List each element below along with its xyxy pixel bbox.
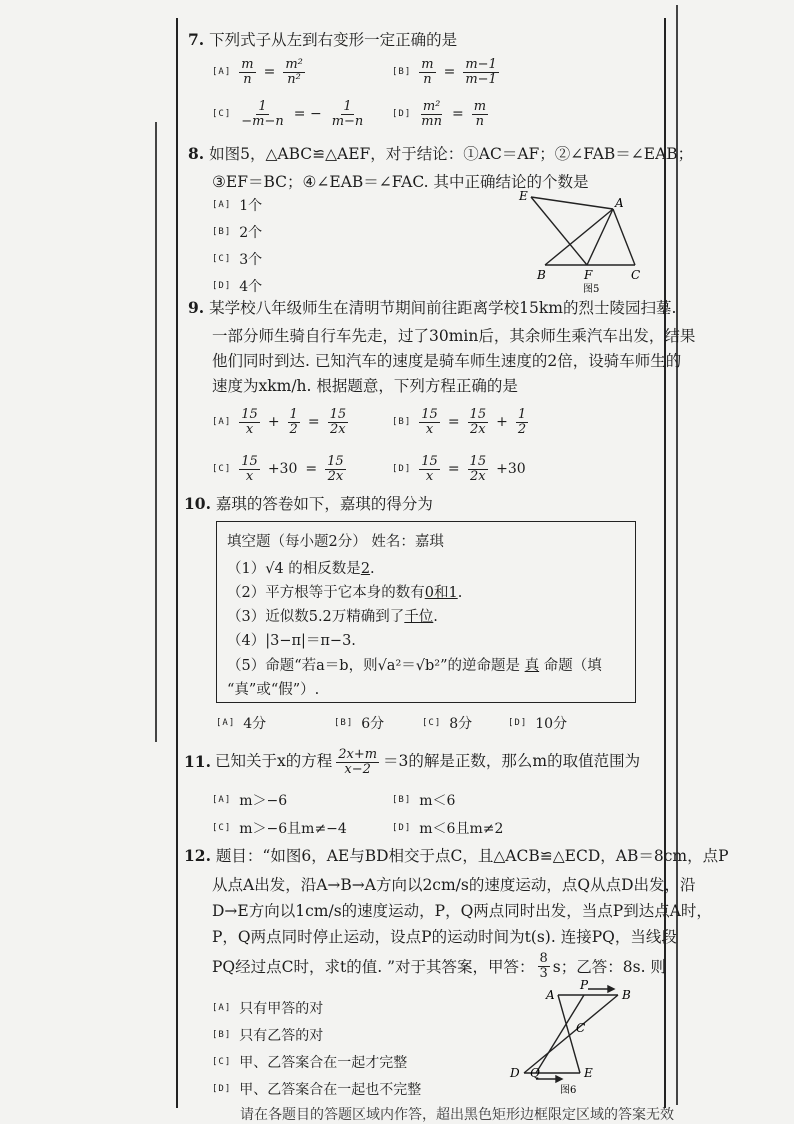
question-12-stem-line3: D→E方向以1cm/s的速度运动，P，Q两点同时出发，当点P到达点A时， [212, 902, 712, 920]
question-9-stem-line3: 他们同时到达. 已知汽车的速度是骑车师生速度的2倍，设骑车师生的 [212, 352, 682, 370]
fig6-label-a: A [546, 988, 555, 1002]
q10-option-b[interactable]: [B] 6分 [334, 716, 385, 732]
q11-option-a[interactable]: [A] m＞−6 [212, 793, 288, 809]
fig5-label-f: F [584, 268, 593, 282]
question-7-stem: 7. 下列式子从左到右变形一定正确的是 [188, 30, 458, 49]
q11-option-b[interactable]: [B] m＜6 [392, 793, 456, 809]
q7-option-b[interactable]: [B] $\frac{m}{n}$ = $\frac{m-1}{m-1}$ [392, 57, 497, 87]
answer-box-line-6: “真”或“假”）. [227, 682, 320, 698]
fig5-label-b: B [537, 268, 546, 282]
q8-option-c[interactable]: [C] 3个 [212, 252, 263, 268]
q10-option-c[interactable]: [C] 8分 [422, 716, 473, 732]
fig5-caption: 图5 [583, 284, 600, 295]
answer-box-line-1: （1）√4 的相反数是2. [227, 561, 375, 577]
q10-option-d[interactable]: [D] 10分 [508, 716, 568, 732]
question-11-stem: 11. 已知关于x的方程 $\frac{2x+m}{x-2}$ ＝3的解是正数，那么m的取值范围为 [184, 747, 641, 777]
q7-option-d[interactable]: [D] $\frac{\text{m²}}{mn}$ = $\frac{m}{n}$ [392, 99, 487, 129]
answer-box-line-4: （4）|3−π|＝π−3. [227, 633, 356, 649]
q8-option-b[interactable]: [B] 2个 [212, 225, 263, 241]
fig6-label-b: B [622, 988, 631, 1002]
q8-option-a[interactable]: [A] 1个 [212, 198, 263, 214]
q7-option-a[interactable]: [A] $\frac{m}{n}$ = $\frac{\text{m²}}{\text{n²}}$ [212, 57, 303, 87]
figure-6-crossed-segments [500, 975, 650, 1100]
question-8-stem-line2: ③EF＝BC；④∠EAB＝∠FAC. 其中正确结论的个数是 [212, 173, 589, 191]
question-9-stem-line1: 9. 某学校八年级师生在清明节期间前往距离学校15km的烈士陵园扫墓. [188, 298, 677, 317]
answer-box-line-2: （2）平方根等于它本身的数有0和1. [227, 585, 463, 601]
q7-option-c[interactable]: [C] $\frac{1}{-m-n}$ = − $\frac{1}{m-n}$ [212, 99, 364, 129]
answer-box-line-5: （5）命题“若a＝b，则√a²＝√b²”的逆命题是 真 命题（填 [227, 658, 602, 674]
footer-notice: 请在各题目的答题区域内作答，超出黑色矩形边框限定区域的答案无效 [240, 1107, 674, 1123]
q9-option-b[interactable]: [B] $\frac{15}{x}$ = $\frac{15}{2x}$ + $\frac{1}{2}$ [392, 407, 527, 437]
fig6-label-c: C [576, 1021, 586, 1035]
q11-option-c[interactable]: [C] m＞−6且m≠−4 [212, 821, 347, 837]
question-12-stem-line1: 12. 题目：“如图6，AE与BD相交于点C，且△ACB≌△ECD，AB＝8cm，点P [184, 846, 729, 865]
fig6-label-p: P [580, 978, 589, 992]
answer-box-title: 填空题（每小题2分） 姓名：嘉琪 [227, 534, 444, 550]
q8-option-d[interactable]: [D] 4个 [212, 279, 263, 295]
question-8-stem-line1: 8. 如图5，△ABC≌△AEF，对于结论：①AC＝AF；②∠FAB＝∠EAB； [188, 144, 694, 163]
fig5-label-a: A [615, 196, 624, 210]
q9-option-d[interactable]: [D] $\frac{15}{x}$ = $\frac{15}{2x}$ +30 [392, 454, 526, 484]
question-12-stem-line5: PQ经过点C时，求t的值. ”对于其答案，甲答： $\frac{8}{3}$ s；乙答：8s. 则 [212, 951, 666, 981]
q10-option-a[interactable]: [A] 4分 [216, 716, 267, 732]
q12-option-b[interactable]: [B] 只有乙答的对 [212, 1028, 324, 1044]
q12-option-c[interactable]: [C] 甲、乙答案合在一起才完整 [212, 1055, 408, 1071]
q9-option-a[interactable]: [A] $\frac{15}{x}$ + $\frac{1}{2}$ = $\frac{15}{2x}$ [212, 407, 347, 437]
q12-option-d[interactable]: [D] 甲、乙答案合在一起也不完整 [212, 1082, 422, 1098]
fig6-caption: 图6 [560, 1085, 577, 1096]
question-12-stem-line2: 从点A出发，沿A→B→A方向以2cm/s的速度运动，点Q从点D出发，沿 [212, 876, 696, 894]
question-12-stem-line4: P，Q两点同时停止运动，设点P的运动时间为t(s). 连接PQ，当线段 [212, 928, 677, 946]
fig6-label-e: E [584, 1066, 593, 1080]
answer-box-line-3: （3）近似数5.2万精确到了千位. [227, 609, 438, 625]
question-9-stem-line4: 速度为xkm/h. 根据题意，下列方程正确的是 [212, 377, 518, 395]
question-10-stem: 10. 嘉琪的答卷如下，嘉琪的得分为 [184, 494, 433, 513]
fig5-label-e: E [519, 189, 528, 203]
fig6-label-q: Q [530, 1066, 540, 1080]
q12-option-a[interactable]: [A] 只有甲答的对 [212, 1001, 324, 1017]
q11-option-d[interactable]: [D] m＜6且m≠2 [392, 821, 504, 837]
question-9-stem-line2: 一部分师生骑自行车先走，过了30min后，其余师生乘汽车出发，结果 [212, 327, 696, 345]
binding-line-left [155, 122, 157, 742]
q9-option-c[interactable]: [C] $\frac{15}{x}$ +30 = $\frac{15}{2x}$ [212, 454, 344, 484]
fig6-label-d: D [510, 1066, 520, 1080]
fig5-label-c: C [631, 268, 641, 282]
student-answer-box [216, 521, 636, 703]
figure-5-triangles [505, 185, 655, 297]
